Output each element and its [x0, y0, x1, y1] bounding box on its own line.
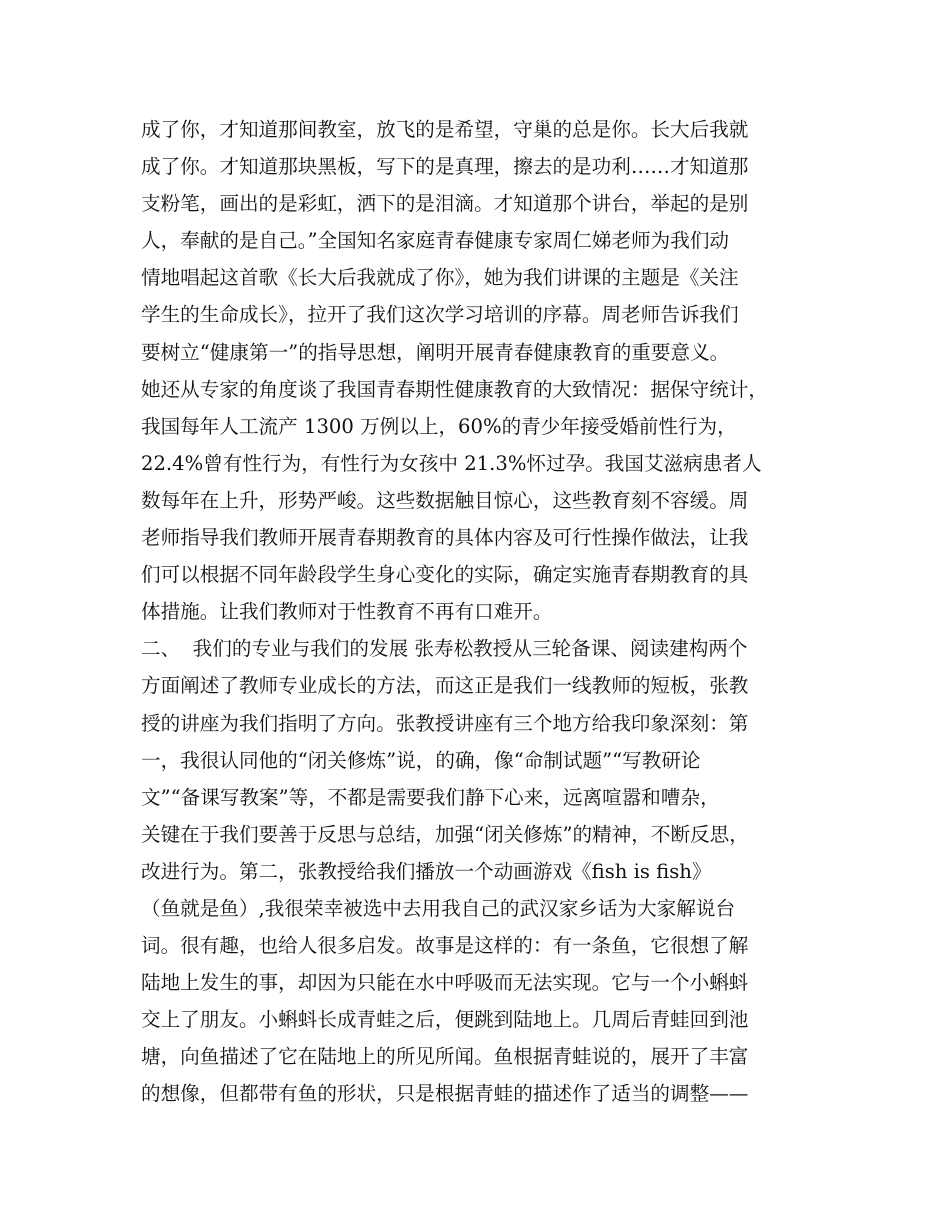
- text-line: 塘，向鱼描述了它在陆地上的所见所闻。鱼根据青蛙说的，展开了丰富: [141, 1045, 749, 1069]
- text-line: 她还从专家的角度谈了我国青春期性健康教育的大致情况：据保守统计，: [141, 377, 768, 401]
- text-line: 我国每年人工流产 1300 万例以上，60%的青少年接受婚前性行为，: [141, 414, 737, 438]
- text-line: 成了你。才知道那块黑板，写下的是真理，擦去的是功利……才知道那: [141, 155, 749, 179]
- text-line: 一，我很认同他的“闭关修炼”说，的确，像“命制试题”“写教研论: [141, 748, 701, 772]
- text-line: 老师指导我们教师开展青春期教育的具体内容及可行性操作做法，让我: [141, 526, 749, 550]
- text-line: 支粉笔，画出的是彩虹，洒下的是泪滴。才知道那个讲台，举起的是别: [141, 192, 749, 216]
- text-line: 陆地上发生的事，却因为只能在水中呼吸而无法实现。它与一个小蝌蚪: [141, 971, 749, 995]
- text-line: 成了你，才知道那间教室，放飞的是希望，守巢的总是你。长大后我就: [141, 118, 749, 141]
- text-line: 的想像，但都带有鱼的形状，只是根据青蛙的描述作了适当的调整——: [141, 1082, 749, 1106]
- text-line: 学生的生命成长》，拉开了我们这次学习培训的序幕。周老师告诉我们: [141, 303, 739, 327]
- text-line: 要树立“健康第一”的指导思想，阐明开展青春健康教育的重要意义。: [141, 340, 730, 364]
- text-line: 文”“备课写教案”等，不都是需要我们静下心来，远离喧嚣和嘈杂，: [141, 785, 720, 809]
- text-line: 22.4%曾有性行为，有性行为女孩中 21.3%怀过孕。我国艾滋病患者人: [141, 451, 762, 475]
- text-line: 体措施。让我们教师对于性教育不再有口难开。: [141, 600, 553, 624]
- text-line: 词。很有趣，也给人很多启发。故事是这样的：有一条鱼，它很想了解: [141, 934, 749, 958]
- text-line: 数每年在上升，形势严峻。这些数据触目惊心，这些教育刻不容缓。周: [141, 488, 749, 512]
- text-line: 改进行为。第二，张教授给我们播放一个动画游戏《fish is fish》: [141, 859, 712, 883]
- text-line: 授的讲座为我们指明了方向。张教授讲座有三个地方给我印象深刻：第: [141, 711, 749, 735]
- text-line: 情地唱起这首歌《长大后我就成了你》，她为我们讲课的主题是《关注: [141, 266, 739, 290]
- text-line: 交上了朋友。小蝌蚪长成青蛙之后，便跳到陆地上。几周后青蛙回到池: [141, 1008, 749, 1032]
- section-heading-line: 二、 我们的专业与我们的发展 张寿松教授从三轮备课、阅读建构两个: [141, 637, 748, 661]
- text-line: 们可以根据不同年龄段学生身心变化的实际，确定实施青春期教育的具: [141, 563, 749, 587]
- text-line: 关键在于我们要善于反思与总结，加强“闭关修炼”的精神，不断反思，: [141, 822, 749, 846]
- text-line: 人，奉献的是自己。”全国知名家庭青春健康专家周仁娣老师为我们动: [141, 229, 730, 253]
- body-text: [141, 111, 821, 1113]
- text-line: （鱼就是鱼）,我很荣幸被选中去用我自己的武汉家乡话为大家解说台: [141, 896, 736, 920]
- text-line: 方面阐述了教师专业成长的方法，而这正是我们一线教师的短板，张教: [141, 674, 749, 698]
